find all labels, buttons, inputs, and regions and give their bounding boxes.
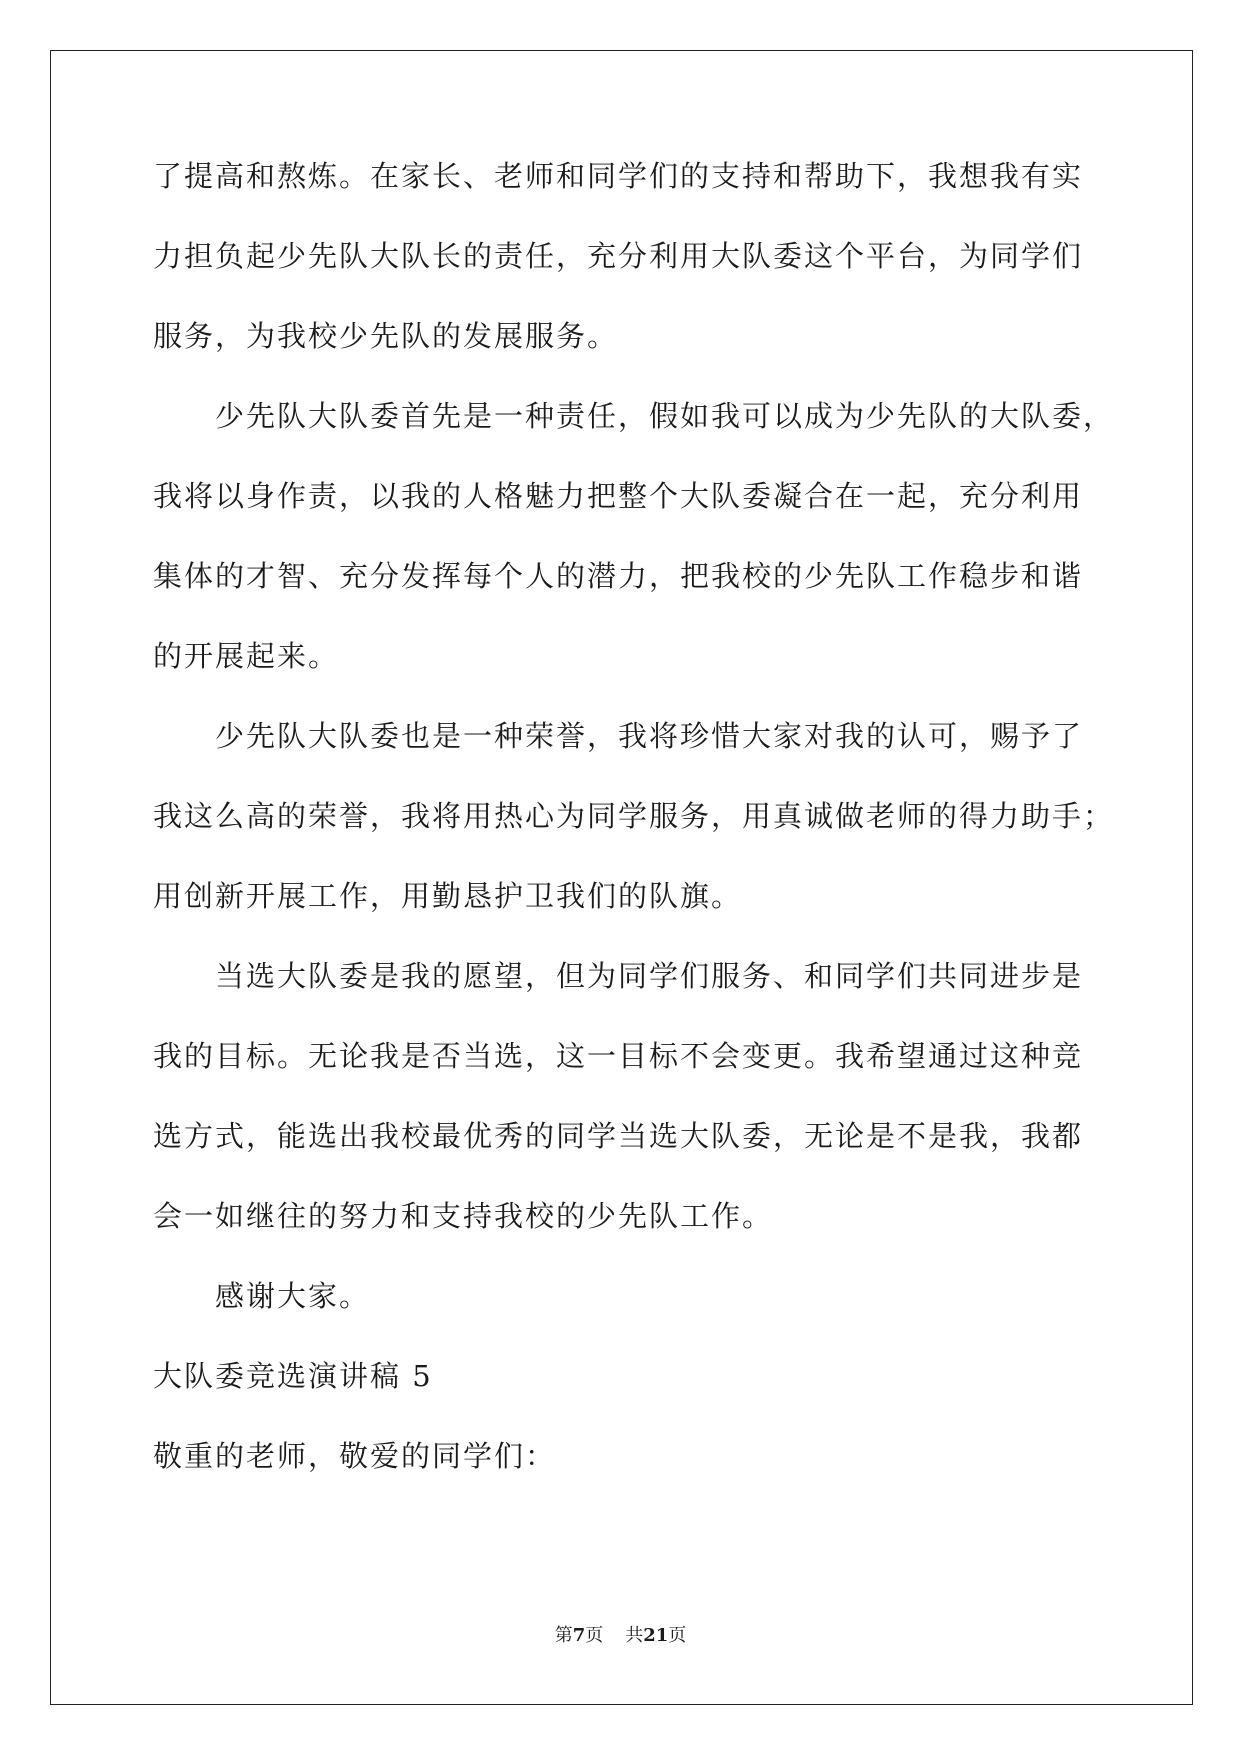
- paragraph-line: 少先队大队委首先是一种责任，假如我可以成为少先队的大队委，: [215, 399, 1115, 433]
- paragraph-line: 当选大队委是我的愿望，但为同学们服务、和同学们共同进步是: [215, 959, 1084, 993]
- total-prefix: 共: [625, 1625, 644, 1646]
- salutation-line: 敬重的老师，敬爱的同学们：: [153, 1439, 557, 1473]
- paragraph-line: 我这么高的荣誉，我将用热心为同学服务，用真诚做老师的得力助手；: [153, 799, 1115, 833]
- total-pages: 21: [643, 1625, 669, 1646]
- page-unit: 页: [585, 1625, 604, 1646]
- paragraph-line: 了提高和熬炼。在家长、老师和同学们的支持和帮助下，我想我有实: [153, 159, 1084, 193]
- page-number: 7: [572, 1625, 586, 1646]
- section-heading: 大队委竞选演讲稿 5: [153, 1359, 433, 1393]
- page-footer: [0, 1621, 1241, 1647]
- paragraph-line: 的开展起来。: [153, 639, 340, 673]
- closing-line: 感谢大家。: [215, 1279, 371, 1313]
- paragraph-line: 用创新开展工作，用勤恳护卫我们的队旗。: [153, 879, 743, 913]
- paragraph-line: 我将以身作责，以我的人格魅力把整个大队委凝合在一起，充分利用: [153, 479, 1084, 513]
- paragraph-line: 我的目标。无论我是否当选，这一目标不会变更。我希望通过这种竞: [153, 1039, 1084, 1073]
- paragraph-line: 会一如继往的努力和支持我校的少先队工作。: [153, 1199, 774, 1233]
- paragraph-line: 服务，为我校少先队的发展服务。: [153, 319, 619, 353]
- document-body: [153, 159, 1115, 1520]
- page-prefix: 第: [554, 1625, 573, 1646]
- paragraph-line: 少先队大队委也是一种荣誉，我将珍惜大家对我的认可，赐予了: [215, 719, 1084, 753]
- paragraph-line: 选方式，能选出我校最优秀的同学当选大队委，无论是不是我，我都: [153, 1119, 1084, 1153]
- total-unit: 页: [668, 1625, 687, 1646]
- paragraph-line: 力担负起少先队大队长的责任，充分利用大队委这个平台，为同学们: [153, 239, 1084, 273]
- paragraph-line: 集体的才智、充分发挥每个人的潜力，把我校的少先队工作稳步和谐: [153, 559, 1084, 593]
